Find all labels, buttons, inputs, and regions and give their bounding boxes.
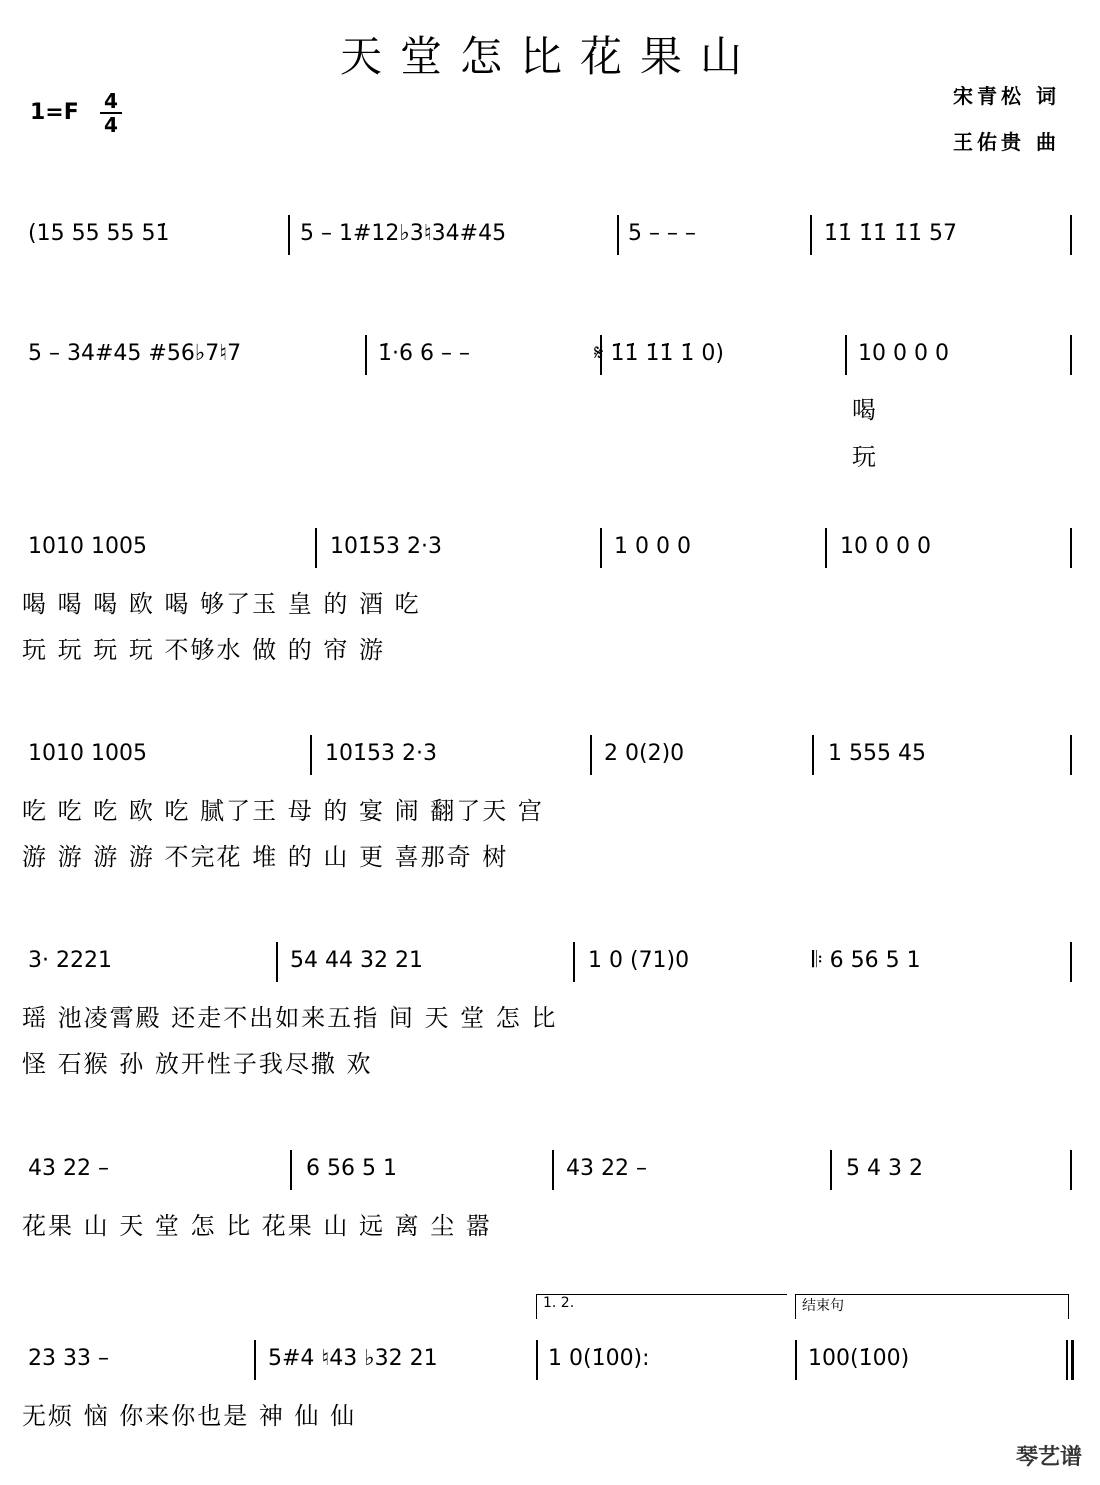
system-5 — [0, 942, 1100, 1078]
system-4 — [0, 735, 1100, 871]
song-title: 天堂怎比花果山 — [339, 32, 760, 81]
measure: 1010 1005 — [28, 741, 147, 766]
measure: 1 0 0 0 — [614, 534, 691, 559]
measure: (15 55 55 51̇ — [28, 221, 170, 246]
measure: 5 – 1#12♭3♮34#45 — [300, 221, 507, 246]
measure: 100(1̇00) — [808, 1346, 910, 1371]
measure: 5#4 ♮43 ♭32 21 — [268, 1346, 438, 1371]
lyric-verse-1: 无烦 恼 你来你也是 神 仙 仙 — [22, 1402, 357, 1430]
measure: 3· 2221 — [28, 948, 112, 973]
volta-ending: 结束句 — [795, 1294, 1069, 1319]
system-6 — [0, 1150, 1100, 1270]
lyric-verse-1: 喝 — [852, 396, 878, 424]
system-2 — [0, 335, 1100, 471]
measure: 6 56 5 1 — [306, 1156, 397, 1181]
lyric-verse-2: 玩 — [852, 443, 878, 471]
measure: 1̇1̇ 1̇1̇ 1̇1̇ 57 — [824, 221, 957, 246]
measure: 5 – 34#45 #56♭7♮7 — [28, 341, 242, 366]
time-sig-top: 4 — [104, 89, 118, 113]
lyric-verse-1: 吃 吃 吃 欧 吃 腻了王 母 的 宴 闹 翻了天 宫 — [22, 797, 544, 825]
lyric-verse-2: 游 游 游 游 不完花 堆 的 山 更 喜那奇 树 — [22, 843, 509, 871]
lyricist-credit: 宋青松 词 — [953, 84, 1060, 108]
time-signature — [100, 90, 122, 136]
measure: 1 0 (71)0 — [588, 948, 690, 973]
measure: 1 555 45 — [828, 741, 926, 766]
measure: 𝄆 6 56 5 1 — [812, 948, 921, 973]
measure: 10 0 0 0 — [858, 341, 949, 366]
time-sig-bottom: 4 — [104, 113, 118, 137]
watermark-logo: 琴艺谱 — [1015, 1445, 1082, 1470]
lyric-verse-1: 花果 山 天 堂 怎 比 花果 山 远 离 尘 嚣 — [22, 1212, 492, 1240]
lyric-verse-1: 瑶 池凌霄殿 还走不出如来五指 间 天 堂 怎 比 — [22, 1004, 558, 1032]
system-7 — [0, 1295, 1100, 1460]
measure: 2 0(2)0 — [604, 741, 685, 766]
measure: 43 22 – — [28, 1156, 109, 1181]
composer-credit: 王佑贵 曲 — [953, 130, 1060, 154]
lyric-verse-2: 玩 玩 玩 玩 不够水 做 的 帘 游 — [22, 636, 386, 664]
measure: 23 33 – — [28, 1346, 109, 1371]
system-3 — [0, 528, 1100, 664]
measure: 54 44 32 21 — [290, 948, 423, 973]
measure: 43 22 – — [566, 1156, 647, 1181]
volta-first: 1. 2. — [536, 1294, 787, 1319]
key-signature: 1=F — [30, 100, 79, 125]
measure: 101̇53 2·3 — [330, 534, 442, 559]
measure: 10 0 0 0 — [840, 534, 931, 559]
measure: 1010 1005 — [28, 534, 147, 559]
measure: 5 – – – — [628, 221, 696, 246]
measure: 𝄋 1̇1̇ 1̇1̇ 1̇ 0) — [594, 341, 724, 366]
lyric-verse-2: 怪 石猴 孙 放开性子我尽撒 欢 — [22, 1050, 373, 1078]
measure: 1 0(1̇00): — [548, 1346, 650, 1371]
measure: 5 4 3 2 — [846, 1156, 923, 1181]
lyric-verse-1: 喝 喝 喝 欧 喝 够了玉 皇 的 酒 吃 — [22, 590, 421, 618]
measure: 101̇53 2·3 — [325, 741, 437, 766]
system-1 — [0, 215, 1100, 335]
measure: 1̇·6 6 – – — [378, 341, 470, 366]
